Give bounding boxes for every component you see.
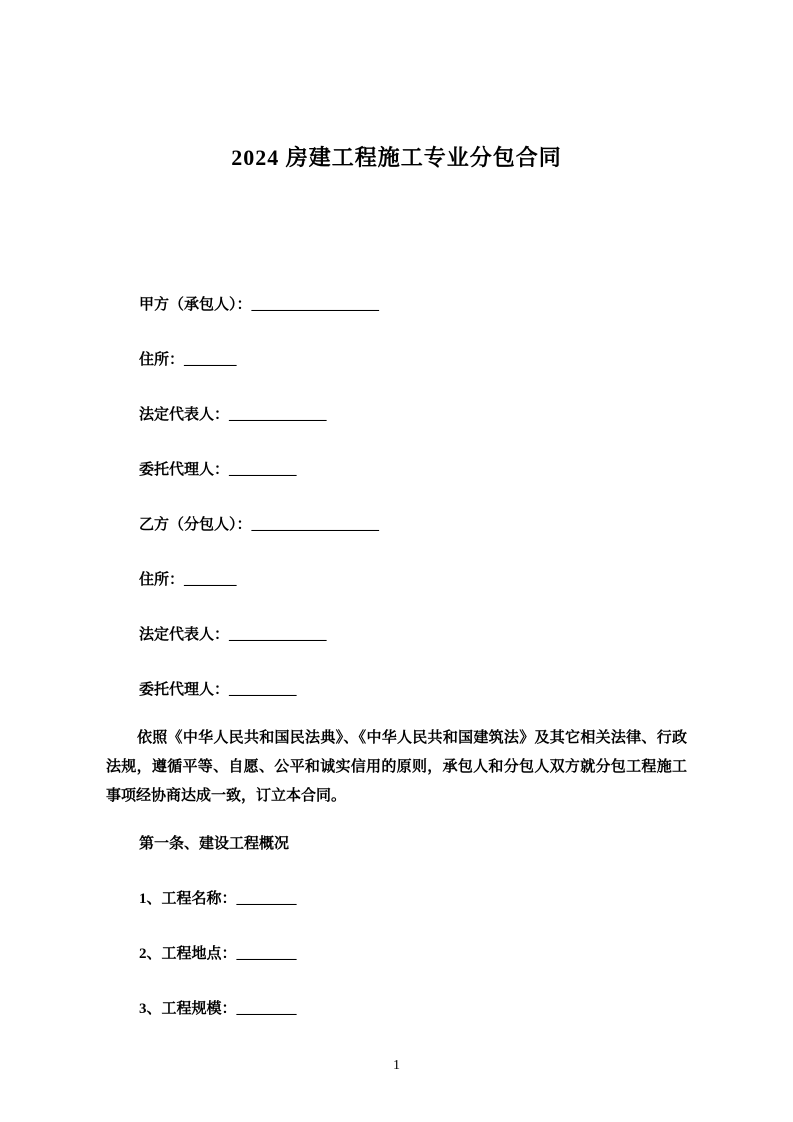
field-label: 委托代理人： bbox=[139, 462, 230, 478]
item-label: 3、工程规模： bbox=[139, 1001, 237, 1017]
field-label: 法定代表人： bbox=[139, 407, 230, 423]
field-blank-line: _____________ bbox=[229, 627, 327, 643]
field-party-b-authorized-agent bbox=[139, 680, 687, 700]
field-label: 住所： bbox=[139, 572, 185, 588]
field-party-a-authorized-agent bbox=[139, 460, 687, 480]
item-label: 2、工程地点： bbox=[139, 946, 237, 962]
field-party-a-address bbox=[139, 350, 687, 370]
field-label: 住所： bbox=[139, 352, 185, 368]
page-number: 1 bbox=[393, 1058, 400, 1073]
document-title: 2024 房建工程施工专业分包合同 bbox=[231, 145, 562, 170]
field-blank-line: _________ bbox=[229, 462, 297, 478]
item-project-location bbox=[139, 944, 687, 964]
field-party-b-legal-representative bbox=[139, 625, 687, 645]
field-blank-line: _______ bbox=[184, 572, 237, 588]
field-party-b-address bbox=[139, 570, 687, 590]
item-blank-line: ________ bbox=[236, 1001, 297, 1017]
field-blank-line: _________________ bbox=[251, 517, 380, 533]
field-party-a bbox=[139, 295, 687, 315]
field-label: 法定代表人： bbox=[139, 627, 230, 643]
field-label: 委托代理人： bbox=[139, 682, 230, 698]
item-project-name bbox=[139, 889, 687, 909]
field-label: 甲方（承包人）： bbox=[139, 297, 252, 313]
project-overview-items bbox=[106, 889, 687, 1019]
field-blank-line: _______ bbox=[184, 352, 237, 368]
item-blank-line: ________ bbox=[236, 891, 297, 907]
field-blank-line: _____________ bbox=[229, 407, 327, 423]
item-label: 1、工程名称： bbox=[139, 891, 237, 907]
field-party-b bbox=[139, 515, 687, 535]
field-label: 乙方（分包人）： bbox=[139, 517, 252, 533]
item-blank-line: ________ bbox=[236, 946, 297, 962]
section-heading-article-1: 第一条、建设工程概况 bbox=[139, 836, 290, 852]
field-blank-line: _________ bbox=[229, 682, 297, 698]
field-blank-line: _________________ bbox=[251, 297, 380, 313]
item-project-scale bbox=[139, 999, 687, 1019]
party-fields bbox=[106, 295, 687, 700]
intro-paragraph: 依照《中华人民共和国民法典》、《中华人民共和国建筑法》及其它相关法律、行政法规，遵循平等、自愿、公平和诚实信用的原则，承包人和分包人双方就分包工程施工事项经协商达成一致，订立本合同。 bbox=[106, 730, 687, 804]
field-party-a-legal-representative bbox=[139, 405, 687, 425]
